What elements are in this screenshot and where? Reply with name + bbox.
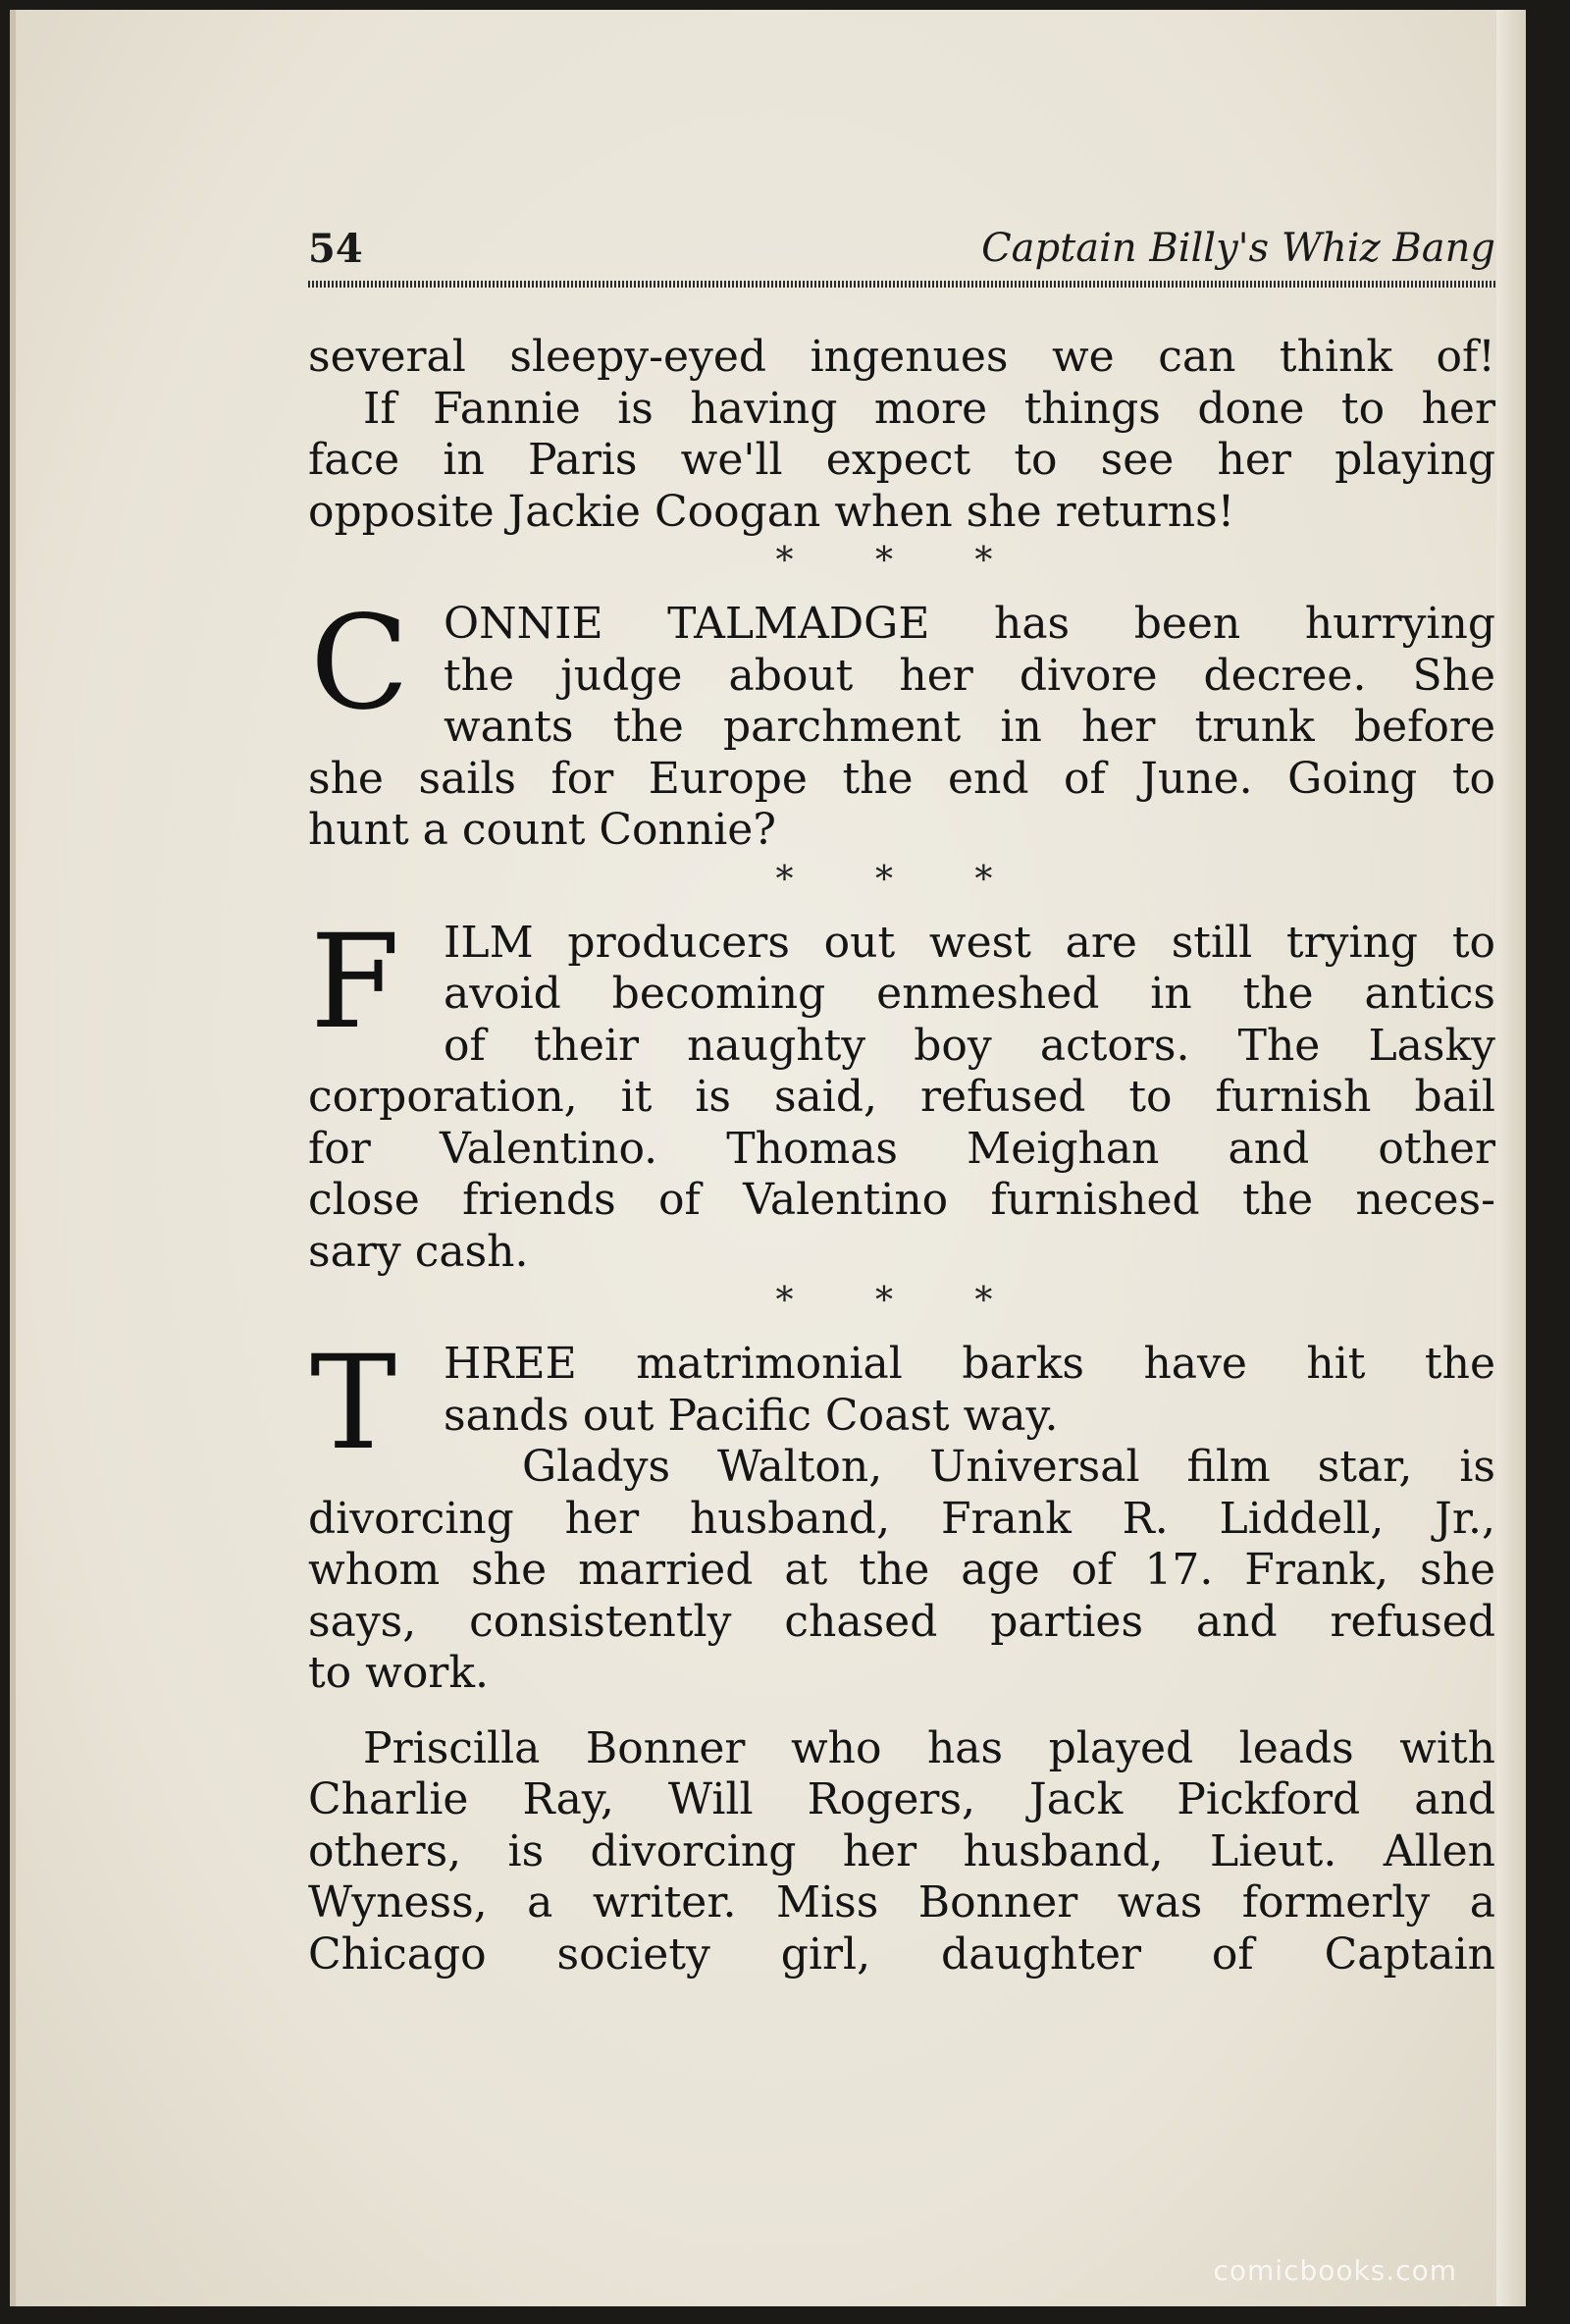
page-edge-shadow — [1496, 10, 1526, 2306]
section-separator: * * * — [775, 1281, 1028, 1321]
text-line: of their naughty boy actors. The Lasky — [444, 1020, 1495, 1071]
text-line: several sleepy-eyed ingenues we can think of! — [308, 332, 1495, 382]
section-separator: * * * — [775, 859, 1028, 900]
text-line: hunt a count Connie? — [308, 805, 776, 855]
drop-cap: C — [310, 588, 409, 739]
text-line: avoid becoming enmeshed in the antics — [444, 969, 1495, 1019]
text-line: If Fannie is having more things done to her — [363, 383, 1495, 434]
paragraph — [308, 1723, 1495, 1981]
header-rule — [308, 281, 1495, 288]
paragraph-dropcap — [308, 588, 1495, 857]
text-line: to work. — [308, 1648, 489, 1698]
page-number: 54 — [308, 226, 363, 272]
magazine-page — [10, 10, 1526, 2306]
paragraph — [308, 384, 1495, 539]
paragraph-gap — [308, 1700, 1495, 1723]
text-line: she sails for Europe the end of June. Going to — [308, 753, 1495, 804]
text-line: face in Paris we'll expect to see her playing — [308, 435, 1495, 485]
text-line: HREE matrimonial barks have hit the — [444, 1339, 1495, 1389]
watermark: comicbooks.com — [1213, 2254, 1457, 2287]
drop-cap: F — [310, 906, 400, 1058]
text-line: whom she married at the age of 17. Frank, she — [308, 1545, 1495, 1595]
text-line: Gladys Walton, Universal film star, is — [522, 1442, 1495, 1492]
text-line: Chicago society girl, daughter of Captain — [308, 1928, 1495, 1980]
section-separator: * * * — [775, 541, 1028, 581]
text-line: ONNIE TALMADGE has been hurrying — [444, 599, 1495, 649]
text-line: opposite Jackie Coogan when she returns! — [308, 486, 1235, 537]
text-line: Priscilla Bonner who has played leads with — [363, 1722, 1495, 1773]
paragraph-dropcap — [308, 1328, 1495, 1700]
running-title: Captain Billy's Whiz Bang — [981, 226, 1495, 271]
drop-cap: T — [310, 1328, 397, 1479]
paragraph — [308, 332, 1495, 384]
paragraph-dropcap — [308, 906, 1495, 1279]
text-line: others, is divorcing her husband, Lieut. Allen — [308, 1825, 1495, 1876]
text-line: the judge about her divore decree. She — [444, 650, 1495, 701]
text-line: wants the parchment in her trunk before — [444, 702, 1495, 752]
page-header — [308, 226, 1495, 275]
text-line: ILM producers out west are still trying to — [444, 917, 1495, 968]
text-line: close friends of Valentino furnished the neces- — [308, 1175, 1495, 1225]
article-body — [308, 332, 1495, 1981]
text-line: corporation, it is said, refused to furnish bail — [308, 1072, 1495, 1122]
text-line: says, consistently chased parties and refused — [308, 1596, 1495, 1647]
text-line: for Valentino. Thomas Meighan and other — [308, 1123, 1495, 1174]
text-line: Charlie Ray, Will Rogers, Jack Pickford and — [308, 1774, 1495, 1824]
text-line: sary cash. — [308, 1226, 529, 1277]
text-line: divorcing her husband, Frank R. Liddell, Jr., — [308, 1493, 1495, 1544]
text-line: sands out Pacific Coast way. — [444, 1390, 1059, 1441]
text-line: Wyness, a writer. Miss Bonner was formerly a — [308, 1877, 1495, 1928]
